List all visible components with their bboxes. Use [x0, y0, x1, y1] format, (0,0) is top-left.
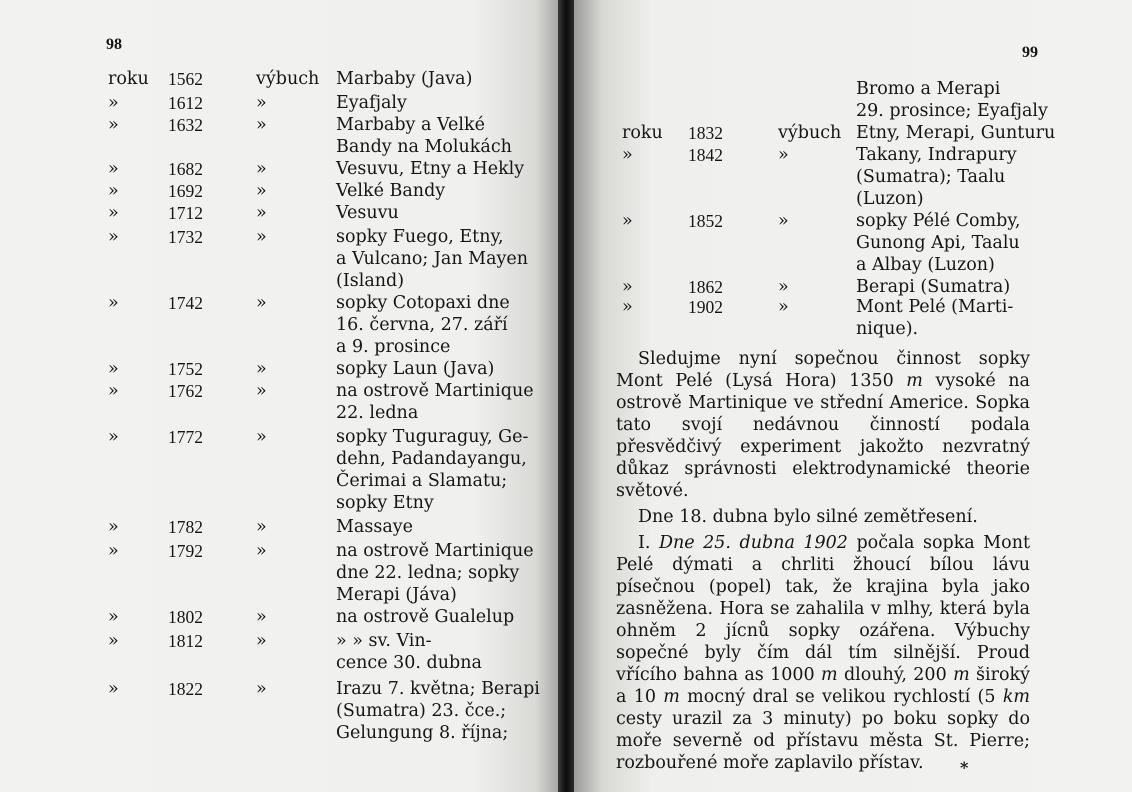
row-year: 1712	[168, 203, 203, 223]
italic-text: m	[663, 687, 680, 707]
row-verb: »	[256, 359, 267, 379]
description-line: Velké Bandy	[336, 181, 446, 201]
row-description	[336, 180, 526, 202]
description-line: a 9. prosince	[336, 337, 451, 357]
row-prefix: roku	[622, 123, 663, 143]
description-line: sopky Laun (Java)	[336, 359, 495, 379]
row-verb: »	[256, 293, 267, 313]
row-verb: »	[778, 297, 789, 317]
description-line: (Luzon)	[856, 189, 924, 209]
row-description	[336, 114, 526, 158]
description-line: 22. ledna	[336, 403, 419, 423]
row-verb: »	[256, 631, 267, 651]
italic-text: m	[906, 371, 923, 391]
description-line: Marbaby (Java)	[336, 69, 473, 89]
row-prefix: »	[108, 541, 119, 561]
text-run: mocný dral se velikou rychlostí (5	[679, 687, 1003, 707]
page-number: 98	[106, 36, 122, 53]
italic-text: Dne 25. dubna 1902	[659, 533, 848, 553]
row-year: 1792	[168, 541, 203, 561]
description-line: sopky Tuguraguy, Ge-	[336, 427, 529, 447]
row-year: 1822	[168, 679, 203, 699]
row-prefix: »	[622, 297, 633, 317]
description-line: Marbaby a Velké	[336, 115, 485, 135]
description-line: sopky Pélé Comby,	[856, 211, 1021, 231]
row-verb: »	[256, 381, 267, 401]
left-page	[0, 0, 558, 792]
row-verb: »	[256, 181, 267, 201]
row-prefix: »	[108, 607, 119, 627]
row-verb: výbuch	[256, 69, 320, 89]
text-run: počala sopka Mont Pelé dýmati a chrliti žhoucí bílou lávu písečnou (popel) tak, že krajina byla jako zasněžena. Hora se zahalila v mlhy, která byla ohněm 2 jícnů sopky ozářena. Výbuchy sopečné byly čím dál tím silnější. Proud vřícího bahna as 1000	[616, 533, 1031, 685]
italic-text: km	[1002, 687, 1031, 707]
row-verb: »	[256, 227, 267, 247]
row-description	[856, 78, 1046, 122]
row-prefix: »	[108, 381, 119, 401]
row-verb: »	[256, 607, 267, 627]
row-year: 1802	[168, 607, 203, 627]
row-description	[336, 630, 526, 674]
row-year: 1812	[168, 631, 203, 651]
row-description	[336, 426, 529, 514]
row-prefix: »	[108, 159, 119, 179]
row-year: 1562	[168, 69, 203, 89]
right-page	[574, 0, 1132, 792]
footer-mark: *	[960, 758, 969, 777]
italic-text: m	[821, 665, 838, 685]
text-run: široký a 10	[616, 665, 1030, 707]
description-line: Vesuvu	[336, 203, 399, 223]
description-line: Eyafjaly	[336, 93, 407, 113]
row-verb: »	[256, 679, 267, 699]
description-line: dehn, Padandayangu,	[336, 449, 527, 469]
row-description	[336, 380, 534, 424]
book-gutter	[558, 0, 574, 792]
row-description	[336, 226, 529, 292]
row-prefix: »	[108, 227, 119, 247]
row-year: 1782	[168, 517, 203, 537]
description-line: » » sv. Vin-	[336, 631, 432, 651]
row-prefix: »	[108, 203, 119, 223]
row-description	[856, 144, 1046, 210]
row-year: 1682	[168, 159, 203, 179]
description-line: (Island)	[336, 271, 405, 291]
row-description	[856, 296, 1046, 340]
row-prefix: »	[108, 679, 119, 699]
row-verb: »	[256, 427, 267, 447]
row-verb: »	[256, 115, 267, 135]
description-line: Mont Pelé (Marti-	[856, 297, 1014, 317]
row-description	[336, 540, 534, 606]
description-line: Čerimai a Slamatu;	[336, 471, 508, 491]
italic-text: m	[953, 665, 970, 685]
row-description	[856, 122, 1056, 144]
description-line: cence 30. dubna	[336, 653, 482, 673]
description-line: nique).	[856, 319, 919, 339]
row-year: 1842	[688, 145, 723, 165]
description-line: Takany, Indrapury	[856, 145, 1017, 165]
row-prefix: »	[108, 181, 119, 201]
body-text	[616, 348, 1030, 774]
row-verb: »	[778, 277, 789, 297]
row-year: 1732	[168, 227, 203, 247]
description-line: Berapi (Sumatra)	[856, 277, 1011, 297]
description-line: 29. prosince; Eyafjaly	[856, 101, 1048, 121]
row-verb: »	[256, 159, 267, 179]
row-verb: »	[256, 517, 267, 537]
description-line: (Sumatra); Taalu	[856, 167, 1006, 187]
text-run: dlouhý, 200	[837, 665, 954, 685]
row-description	[336, 92, 526, 114]
row-prefix: »	[108, 93, 119, 113]
row-verb: »	[256, 541, 267, 561]
row-year: 1632	[168, 115, 203, 135]
row-prefix: »	[108, 359, 119, 379]
row-year: 1752	[168, 359, 203, 379]
row-year: 1692	[168, 181, 203, 201]
row-description	[336, 606, 526, 628]
description-line: (Sumatra) 23. čce.;	[336, 701, 507, 721]
description-line: 16. června, 27. září	[336, 315, 508, 335]
row-year: 1772	[168, 427, 203, 447]
text-run: cesty urazil za 3 minuty) po boku sopky do moře severně od přístavu města St. Pierre; rozbouřené moře zaplavilo přístav.	[616, 709, 1030, 773]
paragraph	[616, 506, 1030, 528]
row-year: 1762	[168, 381, 203, 401]
row-prefix: »	[108, 631, 119, 651]
paragraph	[616, 348, 1030, 502]
row-year: 1742	[168, 293, 203, 313]
row-prefix: roku	[108, 69, 149, 89]
description-line: a Albay (Luzon)	[856, 255, 995, 275]
row-description	[336, 678, 540, 744]
page-number: 99	[1022, 44, 1038, 61]
row-description	[336, 68, 526, 90]
description-line: na ostrově Martinique	[336, 541, 534, 561]
description-line: Bromo a Merapi	[856, 79, 1001, 99]
row-description	[336, 158, 526, 180]
row-description	[336, 202, 526, 224]
description-line: sopky Etny	[336, 493, 434, 513]
row-verb: »	[256, 203, 267, 223]
row-prefix: »	[108, 115, 119, 135]
text-run: Dne 18. dubna bylo silné zemětřesení.	[638, 507, 978, 527]
text-run: I.	[638, 533, 659, 553]
description-line: Merapi (Jáva)	[336, 585, 457, 605]
description-line: a Vulcano; Jan Mayen	[336, 249, 529, 269]
row-verb: »	[256, 93, 267, 113]
description-line: na ostrově Gualelup	[336, 607, 515, 627]
description-line: Bandy na Molukách	[336, 137, 512, 157]
description-line: Massaye	[336, 517, 413, 537]
description-line: Irazu 7. května; Berapi	[336, 679, 540, 699]
row-description	[336, 292, 526, 358]
row-description	[856, 276, 1046, 298]
row-description	[336, 358, 526, 380]
description-line: na ostrově Martinique	[336, 381, 534, 401]
row-verb: »	[778, 145, 789, 165]
description-line: Gelungung 8. října;	[336, 723, 509, 743]
row-year: 1852	[688, 211, 723, 231]
row-year: 1902	[688, 297, 723, 317]
description-line: sopky Fuego, Etny,	[336, 227, 504, 247]
row-description	[856, 210, 1046, 276]
row-verb: »	[778, 211, 789, 231]
text-run: Sledujme nyní sopečnou činnost sopky Mont Pelé (Lysá Hora) 1350	[616, 349, 1030, 391]
paragraph	[616, 532, 1030, 774]
row-year: 1832	[688, 123, 723, 143]
row-year: 1612	[168, 93, 203, 113]
row-description	[336, 516, 526, 538]
description-line: dne 22. ledna; sopky	[336, 563, 520, 583]
row-verb: výbuch	[778, 123, 842, 143]
description-line: sopky Cotopaxi dne	[336, 293, 510, 313]
row-year: 1862	[688, 277, 723, 297]
description-line: Gunong Api, Taalu	[856, 233, 1020, 253]
row-prefix: »	[108, 517, 119, 537]
description-line: Etny, Merapi, Gunturu	[856, 123, 1056, 143]
row-prefix: »	[622, 277, 633, 297]
row-prefix: »	[108, 293, 119, 313]
row-prefix: »	[108, 427, 119, 447]
row-prefix: »	[622, 211, 633, 231]
description-line: Vesuvu, Etny a Hekly	[336, 159, 525, 179]
text-run: vysoké na ostrově Martinique ve střední Americe. Sopka tato svojí nedávnou činností podala přesvědčivý experiment jakožto nezvratný důkaz správnosti elektrodynamické theorie světové.	[616, 371, 1030, 501]
row-prefix: »	[622, 145, 633, 165]
